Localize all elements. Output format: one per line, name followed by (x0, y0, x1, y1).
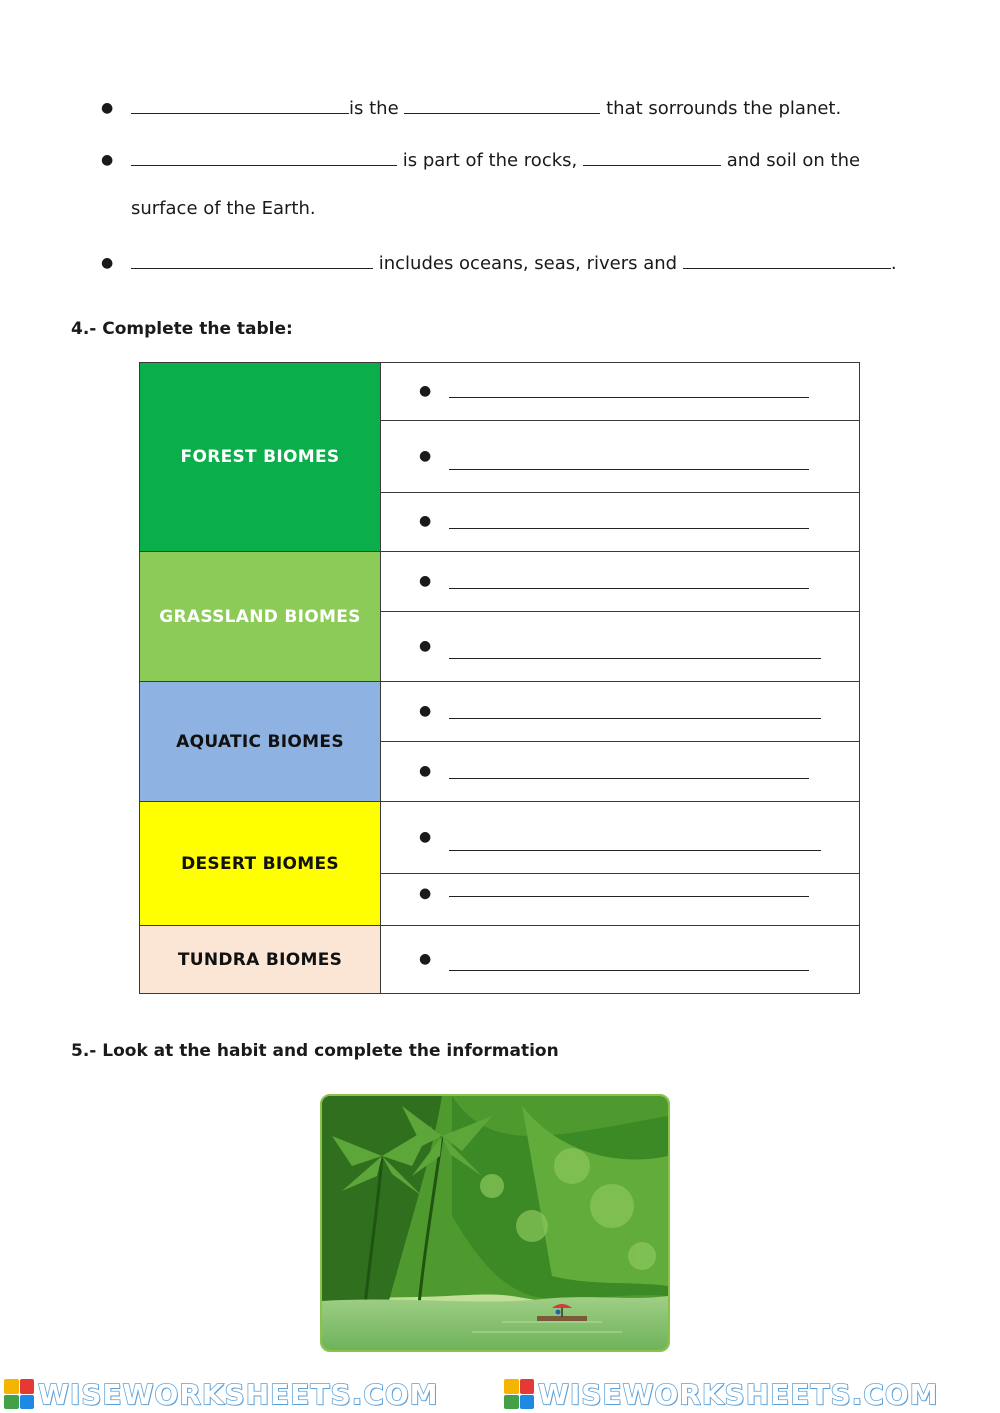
wiseworksheets-logo-icon (4, 1379, 34, 1409)
wiseworksheets-logo-icon (504, 1379, 534, 1409)
fill-sentence-2 (131, 147, 860, 171)
bullet: ● (419, 637, 432, 654)
aquatic-biomes-cell: AQUATIC BIOMES (140, 682, 381, 802)
sentence-text: includes oceans, seas, rivers and (378, 253, 678, 274)
watermark-text: WISEWORKSHEETS.COM (38, 1377, 439, 1411)
answer-row[interactable] (381, 802, 860, 874)
section-5-heading: 5.- Look at the habit and complete the information (71, 1041, 559, 1061)
answer-line[interactable] (449, 970, 809, 971)
answer-row[interactable] (381, 874, 860, 926)
bullet: ● (419, 513, 432, 530)
answer-blank[interactable] (131, 250, 373, 269)
answer-row[interactable] (381, 682, 860, 742)
fill-sentence-2-continued: surface of the Earth. (131, 198, 316, 219)
answer-row[interactable] (381, 742, 860, 802)
jungle-river-photo (320, 1094, 670, 1352)
answer-row[interactable] (381, 421, 860, 493)
answer-blank[interactable] (131, 147, 397, 166)
bullet: ● (101, 100, 114, 116)
sentence-text: is the (349, 98, 399, 119)
bullet: ● (419, 702, 432, 719)
answer-line[interactable] (449, 658, 821, 659)
answer-blank[interactable] (131, 95, 349, 114)
desert-biomes-cell: DESERT BIOMES (140, 802, 381, 926)
answer-blank[interactable] (683, 250, 891, 269)
bullet: ● (419, 828, 432, 845)
answer-row[interactable] (381, 926, 860, 994)
answer-row[interactable] (381, 552, 860, 612)
forest-biomes-cell: FOREST BIOMES (140, 363, 381, 552)
answer-row[interactable] (381, 363, 860, 421)
sentence-end: . (890, 253, 897, 274)
bullet: ● (101, 255, 114, 271)
bullet: ● (419, 382, 432, 399)
bullet: ● (419, 950, 432, 967)
answer-line[interactable] (449, 588, 809, 589)
footer-watermark (0, 1372, 1000, 1413)
sentence-text: is part of the rocks, (402, 150, 578, 171)
section-4-heading: 4.- Complete the table: (71, 319, 293, 339)
answer-line[interactable] (449, 778, 809, 779)
answer-line[interactable] (449, 718, 821, 719)
fill-sentence-1 (131, 95, 841, 119)
answer-line[interactable] (449, 469, 809, 470)
fill-sentence-3 (131, 250, 897, 274)
watermark-text: WISEWORKSHEETS.COM (538, 1377, 939, 1411)
bullet: ● (419, 762, 432, 779)
tundra-biomes-cell: TUNDRA BIOMES (140, 926, 381, 994)
watermark (504, 1378, 939, 1410)
answer-line[interactable] (449, 397, 809, 398)
sentence-text: that sorrounds the planet. (606, 98, 842, 119)
answer-blank[interactable] (583, 147, 721, 166)
bullet: ● (419, 447, 432, 464)
bullet: ● (101, 152, 114, 168)
grassland-biomes-cell: GRASSLAND BIOMES (140, 552, 381, 682)
answer-row[interactable] (381, 612, 860, 682)
answer-line[interactable] (449, 850, 821, 851)
answer-line[interactable] (449, 528, 809, 529)
bullet: ● (419, 572, 432, 589)
answer-row[interactable] (381, 493, 860, 552)
answer-line[interactable] (449, 896, 809, 897)
bullet: ● (419, 885, 432, 902)
biomes-table (139, 362, 860, 994)
answer-blank[interactable] (404, 95, 600, 114)
sentence-text: and soil on the (726, 150, 861, 171)
watermark (4, 1378, 439, 1410)
